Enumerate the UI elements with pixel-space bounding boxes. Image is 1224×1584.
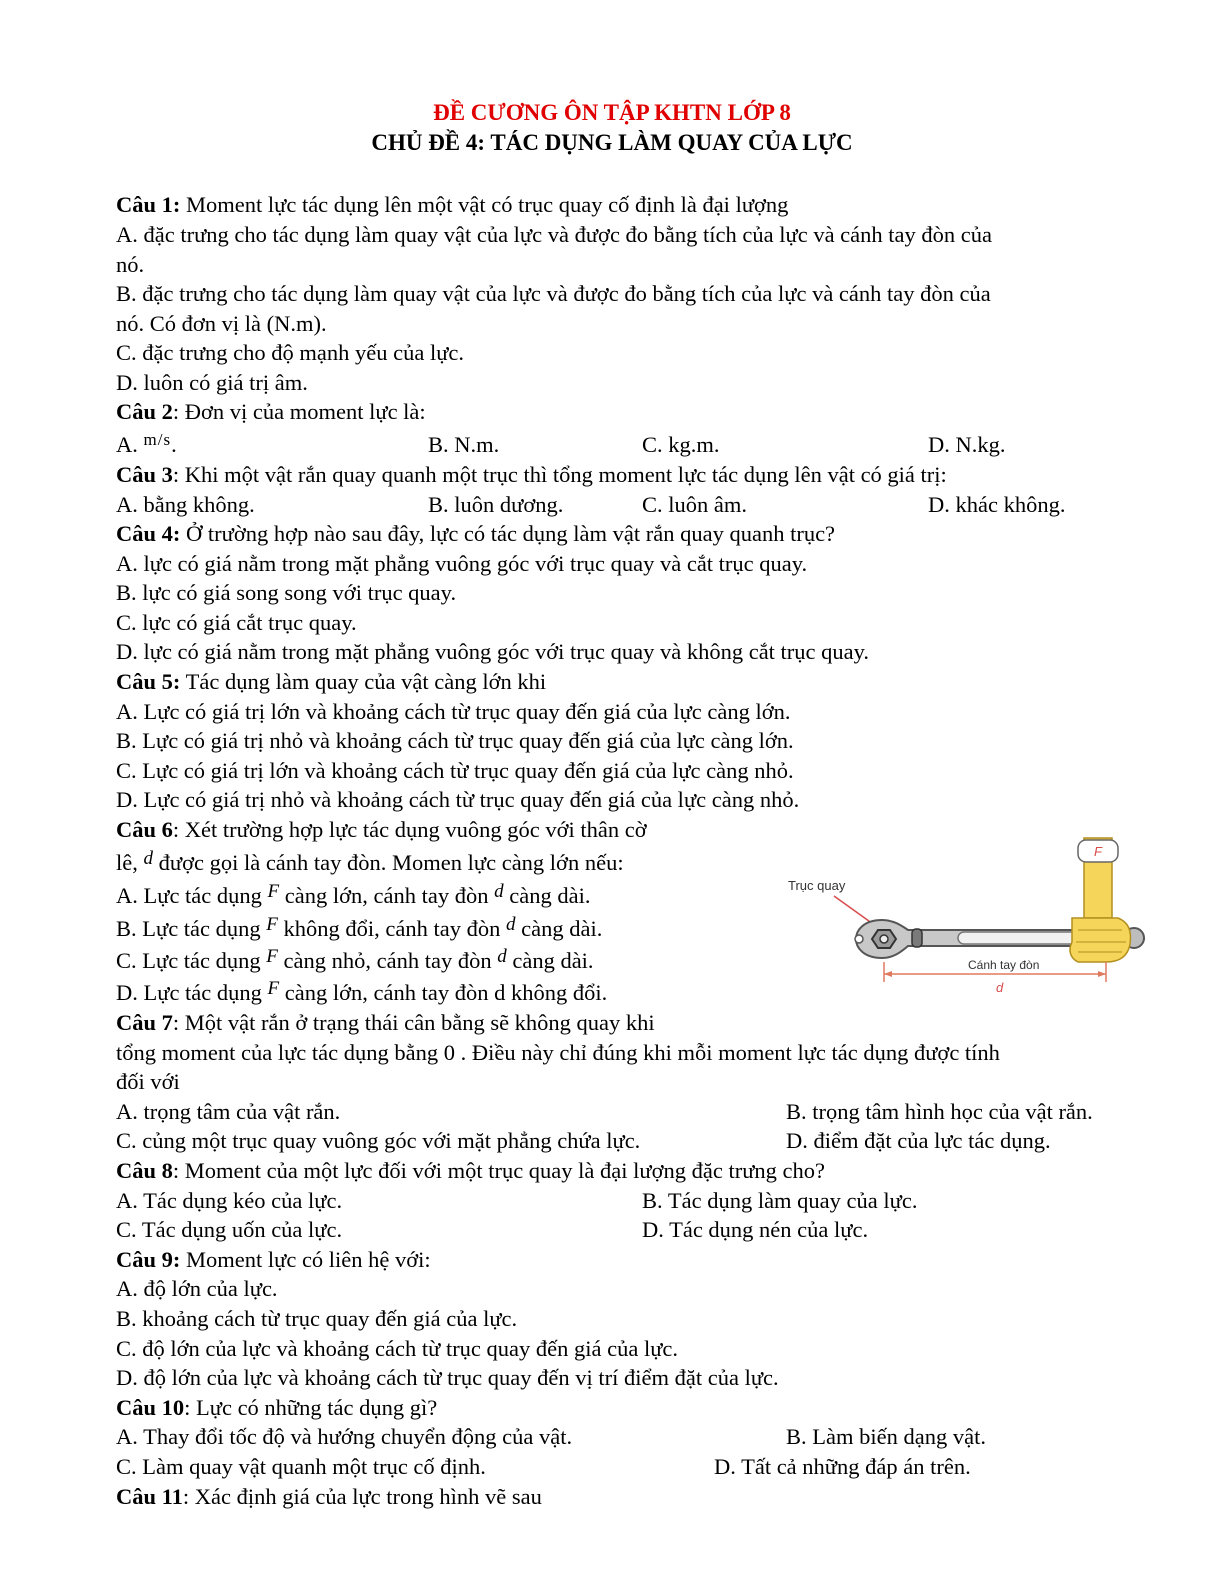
question-text: Moment lực tác dụng lên một vật có trục quay cố định là đại lượng — [180, 192, 789, 217]
question-number: Câu 9: — [116, 1247, 181, 1272]
option-1a-line2: nó. — [116, 252, 145, 277]
option-7b: B. trọng tâm hình học của vật rắn. — [786, 1099, 1093, 1124]
symbol-d: d — [143, 848, 153, 869]
option-8d: D. Tác dụng nén của lực. — [642, 1217, 869, 1242]
option-4d: D. lực có giá nằm trong mặt phẳng vuông góc với trục quay và không cắt trục quay. — [116, 639, 870, 664]
document-title: ĐỀ CƯƠNG ÔN TẬP KHTN LỚP 8 — [433, 100, 791, 125]
question-7 — [116, 1008, 655, 1038]
question-6-line2: lê, $^d$ được gọi là cánh tay đòn. Momen lực càng lớn nếu: — [116, 848, 624, 875]
symbol-d: d — [506, 914, 516, 935]
question-number: Câu 11 — [116, 1484, 183, 1509]
symbol-f: F — [266, 946, 278, 967]
option-7d: D. điểm đặt của lực tác dụng. — [786, 1128, 1051, 1153]
lever-arm-label: Cánh tay đòn — [968, 958, 1040, 972]
option-2d: D. N.kg. — [928, 432, 1006, 457]
option-5c: C. Lực có giá trị lớn và khoảng cách từ trục quay đến giá của lực càng nhỏ. — [116, 758, 794, 783]
question-8 — [116, 1156, 825, 1186]
hand — [1070, 918, 1131, 962]
symbol-d: d — [494, 881, 504, 902]
option-10a: A. Thay đổi tốc độ và hướng chuyển động của vật. — [116, 1424, 573, 1449]
question-number: Câu 2 — [116, 399, 173, 424]
question-11 — [116, 1482, 542, 1512]
axis-point — [880, 935, 888, 943]
question-7-line2: tổng moment của lực tác dụng bằng 0 . Điều này chỉ đúng khi mỗi moment lực tác dụng được tính — [116, 1040, 1000, 1065]
axis-label: Trục quay — [788, 878, 846, 893]
unit-math: m/s — [143, 430, 172, 449]
question-number: Câu 5: — [116, 669, 181, 694]
wrench-illustration — [772, 826, 1172, 996]
question-number: Câu 6 — [116, 817, 173, 842]
question-9 — [116, 1245, 431, 1275]
wrench-knob — [912, 929, 922, 947]
option-8c: C. Tác dụng uốn của lực. — [116, 1217, 343, 1242]
question-text: : Một vật rắn ở trạng thái cân bằng sẽ không quay khi — [172, 1010, 655, 1035]
question-3 — [116, 460, 947, 490]
option-4c: C. lực có giá cắt trục quay. — [116, 610, 357, 635]
option-2b: B. N.m. — [428, 432, 500, 457]
option-4a: A. lực có giá nằm trong mặt phẳng vuông góc với trục quay và cắt trục quay. — [116, 551, 808, 576]
question-number: Câu 3 — [116, 462, 173, 487]
option-6c: C. Lực tác dụng $^F$ càng nhỏ, cánh tay đòn $^d$ càng dài. — [116, 946, 594, 973]
question-text: : Xét trường hợp lực tác dụng vuông góc với thân cờ — [172, 817, 647, 842]
option-3d: D. khác không. — [928, 492, 1066, 517]
question-text: Ở trường hợp nào sau đây, lực có tác dụng làm vật rắn quay quanh trục? — [180, 521, 836, 546]
option-7a: A. trọng tâm của vật rắn. — [116, 1099, 341, 1124]
option-7c: C. củng một trục quay vuông góc với mặt phẳng chứa lực. — [116, 1128, 641, 1153]
question-4 — [116, 519, 835, 549]
option-10c: C. Làm quay vật quanh một trục cố định. — [116, 1454, 486, 1479]
option-8a: A. Tác dụng kéo của lực. — [116, 1188, 343, 1213]
wrench-figure — [772, 826, 1172, 996]
pivot-circle — [855, 935, 863, 943]
option-6d: D. Lực tác dụng $^F$ càng lớn, cánh tay đòn d không đổi. — [116, 978, 608, 1005]
option-9a: A. độ lớn của lực. — [116, 1276, 278, 1301]
question-number: Câu 8 — [116, 1158, 173, 1183]
option-9c: C. độ lớn của lực và khoảng cách từ trục quay đến giá của lực. — [116, 1336, 679, 1361]
question-text: Tác dụng làm quay của vật càng lớn khi — [180, 669, 547, 694]
option-5d: D. Lực có giá trị nhỏ và khoảng cách từ trục quay đến giá của lực càng nhỏ. — [116, 787, 800, 812]
option-6b: B. Lực tác dụng $^F$ không đổi, cánh tay đòn $^d$ càng dài. — [116, 914, 603, 941]
question-text: : Khi một vật rắn quay quanh một trục thì tổng moment lực tác dụng lên vật có giá trị: — [172, 462, 947, 487]
question-2 — [116, 397, 426, 427]
option-8b: B. Tác dụng làm quay của lực. — [642, 1188, 918, 1213]
question-1 — [116, 190, 788, 220]
option-1b-line2: nó. Có đơn vị là (N.m). — [116, 311, 327, 336]
d-label: d — [996, 980, 1004, 995]
question-number: Câu 4: — [116, 521, 181, 546]
question-number: Câu 7 — [116, 1010, 173, 1035]
option-10b: B. Làm biến dạng vật. — [786, 1424, 986, 1449]
option-2c: C. kg.m. — [642, 432, 720, 457]
option-5b: B. Lực có giá trị nhỏ và khoảng cách từ trục quay đến giá của lực càng lớn. — [116, 728, 794, 753]
question-text: : Xác định giá của lực trong hình vẽ sau — [182, 1484, 542, 1509]
force-label: F — [1094, 844, 1102, 859]
symbol-f: F — [267, 881, 280, 902]
symbol-d: d — [497, 946, 507, 967]
question-7-line3: đối với — [116, 1069, 180, 1094]
document-subtitle: CHỦ ĐỀ 4: TÁC DỤNG LÀM QUAY CỦA LỰC — [371, 130, 853, 155]
option-3a: A. bằng không. — [116, 492, 255, 517]
question-10 — [116, 1393, 437, 1423]
option-6a: A. Lực tác dụng $^F$ càng lớn, cánh tay đòn $^d$ càng dài. — [116, 881, 591, 908]
option-9b: B. khoảng cách từ trục quay đến giá của lực. — [116, 1306, 518, 1331]
option-1c: C. đặc trưng cho độ mạnh yếu của lực. — [116, 340, 465, 365]
symbol-f: F — [267, 978, 280, 999]
option-1d: D. luôn có giá trị âm. — [116, 370, 308, 395]
question-6 — [116, 815, 647, 845]
question-text: Moment lực có liên hệ với: — [180, 1247, 431, 1272]
option-2a: A. $^{m/s}$. — [116, 430, 177, 457]
option-1a-line1: A. đặc trưng cho tác dụng làm quay vật của lực và được đo bằng tích của lực và cánh tay đòn của — [116, 222, 992, 247]
option-3c: C. luôn âm. — [642, 492, 747, 517]
option-9d: D. độ lớn của lực và khoảng cách từ trục quay đến vị trí điểm đặt của lực. — [116, 1365, 779, 1390]
question-text: : Đơn vị của moment lực là: — [172, 399, 426, 424]
option-4b: B. lực có giá song song với trục quay. — [116, 580, 457, 605]
symbol-f: F — [266, 914, 278, 935]
question-text: : Moment của một lực đối với một trục quay là đại lượng đặc trưng cho? — [172, 1158, 825, 1183]
option-10d: D. Tất cả những đáp án trên. — [714, 1454, 971, 1479]
question-number: Câu 10 — [116, 1395, 185, 1420]
option-3b: B. luôn dương. — [428, 492, 564, 517]
option-1b-line1: B. đặc trưng cho tác dụng làm quay vật của lực và được đo bằng tích của lực và cánh tay đòn của — [116, 281, 991, 306]
question-number: Câu 1: — [116, 192, 181, 217]
question-text: : Lực có những tác dụng gì? — [184, 1395, 438, 1420]
option-5a: A. Lực có giá trị lớn và khoảng cách từ trục quay đến giá của lực càng lớn. — [116, 699, 791, 724]
question-5 — [116, 667, 546, 697]
